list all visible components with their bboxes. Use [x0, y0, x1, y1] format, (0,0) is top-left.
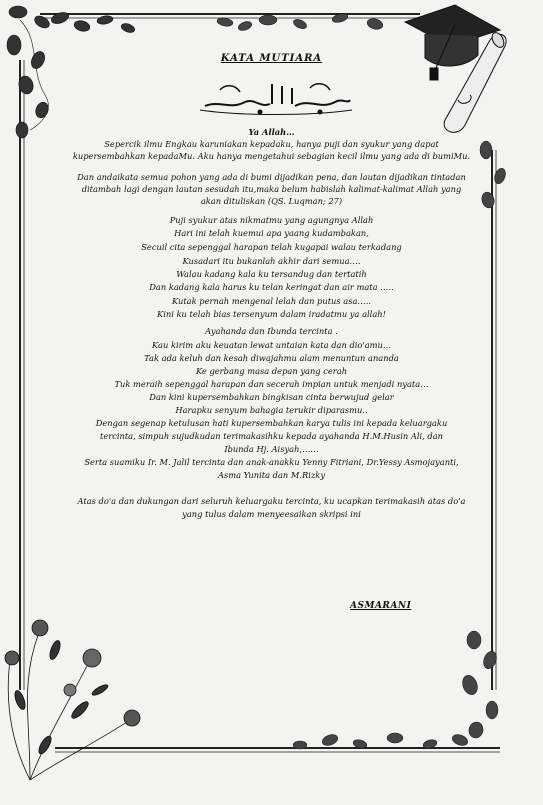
signature: ASMARANI [350, 601, 412, 611]
poem-line: Ke gerbang masa depan yang cerah [195, 366, 348, 376]
page-title: KATA MUTIARA [220, 53, 323, 64]
poem-line: Dan kini kupersembahkan bingkisan cinta berwujud gelar [149, 392, 394, 402]
poem-line: Tak ada keluh dan kesah diwajahmu alam menuntun ananda [144, 353, 399, 363]
poem-line: Tuk meraih sepenggal harapan dan secerah impian untuk menjadi nyata… [114, 379, 429, 389]
opening-line: Sepercik ilmu Engkau karuniakan kepadaku, hanya puji dan syukur yang dapat [104, 139, 439, 149]
closing-line: yang tulus dalam menyeesaikan skripsi ini [182, 509, 361, 519]
closing-line: Atas do'a dan dukungan dari seluruh keluargaku tercinta, ku ucapkan terimakasih atas do'a [77, 496, 466, 506]
ivy-ornament-top-left [7, 6, 136, 138]
poem-line: Serta suamiku Ir. M. Jalil tercinta dan anak-anakku Yenny Fitriani, Dr.Yessy Asmojayanti, [84, 457, 459, 467]
poem-line: Puji syukur atas nikmatmu yang agungnya Allah [169, 215, 374, 225]
poem-line: Secuil cita sepenggal harapan telah kugapai walau terkadang [141, 242, 402, 252]
poem-line: Hari ini telah kuemui apa yaang kudambakan, [174, 228, 369, 238]
bismillah-calligraphy [200, 84, 352, 115]
quran-line: Dan andaikata semua pohon yang ada di bumi dijadikan pena, dan lautan dijadikan tintadan [77, 172, 466, 182]
poem-line: Kusadari itu bukanlah akhir dari semua…. [182, 256, 361, 266]
poem-line: Ayahanda dan Ibunda tercinta . [205, 326, 338, 336]
poem-line: Kutak pernah mengenal lelah dan putus asa….. [171, 296, 372, 306]
flower-bouquet-ornament [5, 620, 140, 780]
opening-heading: Ya Allah… [248, 127, 295, 137]
poem-line: Walau kadang kala ku tersandug dan tertatih [176, 269, 367, 279]
quran-line: akan dituliskan (QS. Luqman; 27) [200, 196, 343, 206]
ivy-ornament-top [216, 12, 384, 32]
poem-line: Dan kadang kala harus ku telan keringat dan air mata ….. [149, 282, 394, 292]
poem-line: Harapku senyum bahagia terukir diparasmu.. [175, 405, 368, 415]
poem-line: Kau kirim aku keuatan lewat untaian kata dan dio'amu… [151, 340, 392, 350]
poem-line: Ibunda Hj. Aisyah,…… [224, 444, 319, 454]
quran-line: ditambah lagi dengan lautan sesudah itu,maka belum habislah kalimat-kalimat Allah yang [81, 184, 462, 194]
poem-line: Dengan segenap ketulusan hati kupersembahkan karya tulis ini kepada keluargaku [95, 418, 448, 428]
poem-line: tercinta, simpuh sujudkudan terimakasihku kepada ayahanda H.M.Husin Ali, dan [99, 431, 444, 441]
poem-line: Kini ku telah bias tersenyum dalam iradatmu ya allah! [157, 309, 386, 319]
poem-line: Asma Yunita dan M.Rizky [217, 470, 326, 480]
opening-line: kupersembahkan kepadaMu. Aku hanya mengetahui sebagian kecil ilmu yang ada di bumiMu. [72, 151, 471, 161]
